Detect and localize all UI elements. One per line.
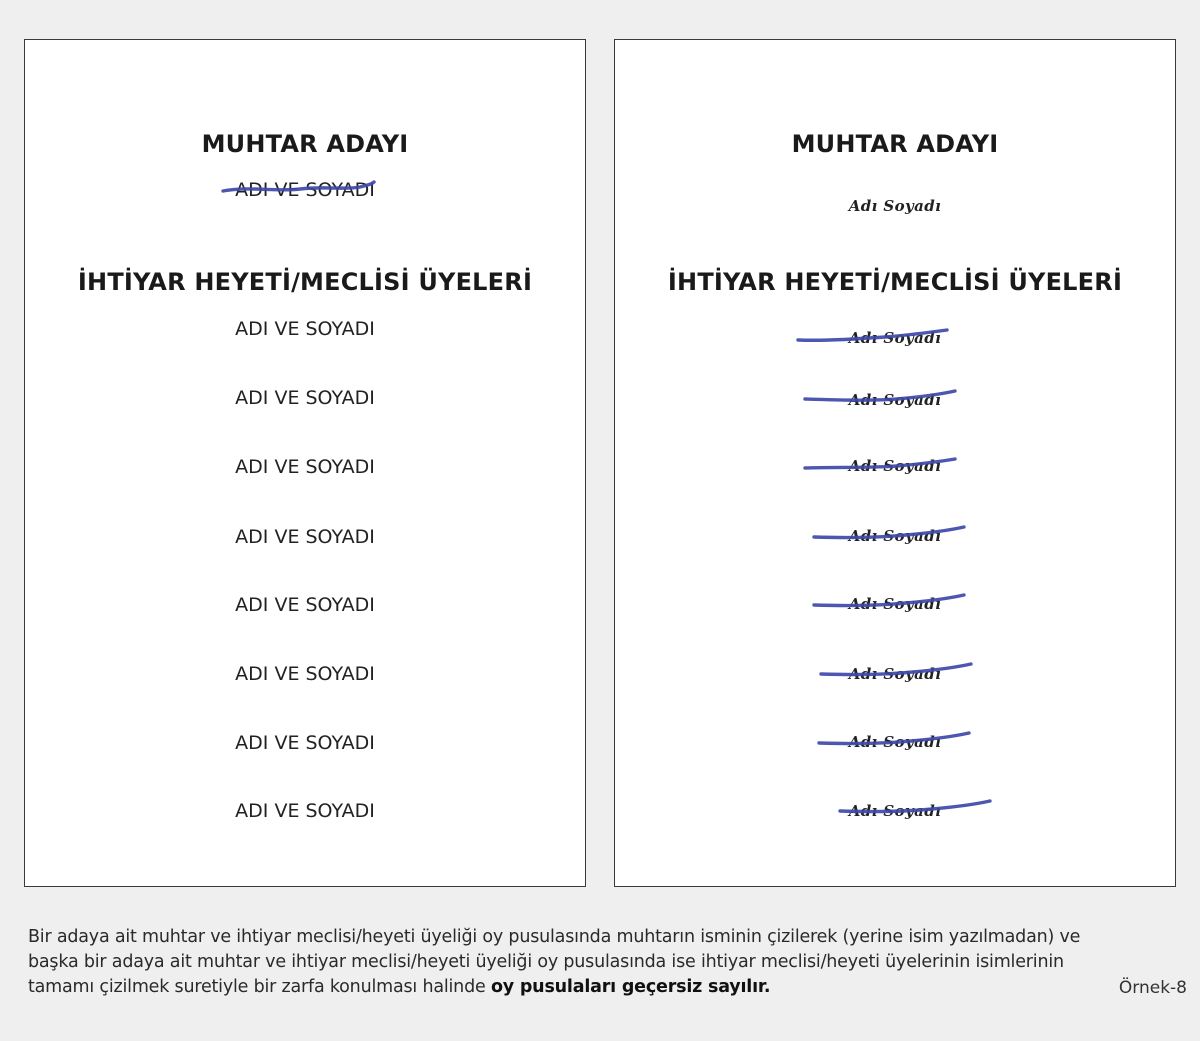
member-name-text: Adı Soyadı xyxy=(848,329,942,347)
member-name xyxy=(615,595,1175,613)
member-name-text: Adı Soyadı xyxy=(848,457,942,475)
member-name-text: ADI VE SOYADI xyxy=(235,318,375,340)
member-name-text: ADI VE SOYADI xyxy=(235,526,375,548)
caption-emphasis: oy pusulaları geçersiz sayılır. xyxy=(490,977,771,997)
member-name xyxy=(25,318,585,340)
chief-title: MUHTAR ADAYI xyxy=(201,130,409,158)
chief-name-text: Adı Soyadı xyxy=(848,197,942,215)
member-name xyxy=(615,665,1175,683)
chief-name xyxy=(615,197,1175,215)
member-name xyxy=(25,800,585,822)
member-name xyxy=(25,387,585,409)
member-name-text: Adı Soyadı xyxy=(848,527,942,545)
member-name-text: ADI VE SOYADI xyxy=(235,387,375,409)
right-ballot xyxy=(614,39,1176,887)
member-name xyxy=(25,594,585,616)
member-name-text: Adı Soyadı xyxy=(848,802,942,820)
member-name xyxy=(25,663,585,685)
caption-text: tamamı çizilmek suretiyle bir zarfa konulması halinde xyxy=(28,977,486,997)
council-title: İHTİYAR HEYETİ/MECLİSİ ÜYELERİ xyxy=(667,268,1123,296)
member-name xyxy=(615,802,1175,820)
member-name-text: ADI VE SOYADI xyxy=(235,663,375,685)
member-name xyxy=(25,526,585,548)
member-name xyxy=(615,457,1175,475)
caption xyxy=(28,925,1163,1000)
member-name xyxy=(615,329,1175,347)
caption-line: başka bir adaya ait muhtar ve ihtiyar meclisi/heyeti üyeliği oy pusulasında ise ihtiyar meclisi/heyeti üyelerinin isimlerinin xyxy=(28,952,1064,972)
council-title: İHTİYAR HEYETİ/MECLİSİ ÜYELERİ xyxy=(77,268,533,296)
member-name xyxy=(25,732,585,754)
example-label: Örnek-8 xyxy=(1118,978,1187,998)
caption-line xyxy=(28,975,1163,1000)
chief-name xyxy=(25,179,585,201)
member-name-text: Adı Soyadı xyxy=(848,391,942,409)
member-name-text: ADI VE SOYADI xyxy=(235,800,375,822)
member-name-text: ADI VE SOYADI xyxy=(235,456,375,478)
chief-name-text: ADI VE SOYADI xyxy=(235,179,375,201)
chief-title: MUHTAR ADAYI xyxy=(791,130,999,158)
left-ballot xyxy=(24,39,586,887)
member-name xyxy=(615,527,1175,545)
member-name xyxy=(615,733,1175,751)
caption-line: Bir adaya ait muhtar ve ihtiyar meclisi/heyeti üyeliği oy pusulasında muhtarın isminin çizilerek (yerine isim yazılmadan) ve xyxy=(28,927,1081,947)
member-name-text: Adı Soyadı xyxy=(848,665,942,683)
member-name xyxy=(25,456,585,478)
member-name-text: Adı Soyadı xyxy=(848,595,942,613)
member-name xyxy=(615,391,1175,409)
member-name-text: ADI VE SOYADI xyxy=(235,594,375,616)
member-name-text: Adı Soyadı xyxy=(848,733,942,751)
member-name-text: ADI VE SOYADI xyxy=(235,732,375,754)
